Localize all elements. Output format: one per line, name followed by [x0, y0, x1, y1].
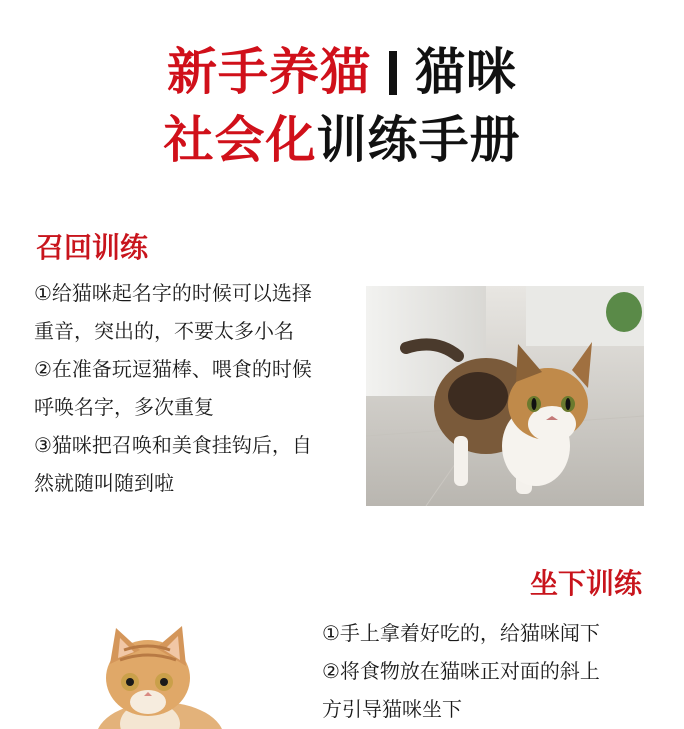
section-heading-sit: 坐下训练 [530, 567, 643, 600]
title-separator [389, 51, 397, 95]
title-red-part-2: 社会化 [163, 111, 317, 169]
sit-line-2: ②将食物放在猫咪正对面的斜上 [322, 659, 600, 683]
recall-line-6: 然就随叫随到啦 [34, 471, 174, 495]
title-black-part-1: 猫咪 [415, 43, 517, 101]
title-black-part-2: 训练手册 [316, 111, 521, 169]
recall-line-1: ①给猫咪起名字的时候可以选择 [34, 281, 312, 305]
kitten-photo [90, 620, 230, 729]
recall-line-5: ③猫咪把召唤和美食挂钩后，自 [34, 433, 312, 457]
title-line-1 [0, 42, 684, 102]
title-red-part-1: 新手养猫 [167, 43, 371, 101]
cat-photo-standing [366, 286, 644, 506]
recall-line-2: 重音，突出的，不要太多小名 [34, 319, 294, 343]
section-body-sit [322, 614, 662, 728]
title-line-2 [0, 110, 684, 170]
section-body-recall [34, 274, 364, 502]
recall-line-4: 呼唤名字，多次重复 [34, 395, 214, 419]
sit-line-1: ①手上拿着好吃的，给猫咪闻下 [322, 621, 600, 645]
sit-line-3: 方引导猫咪坐下 [322, 697, 462, 721]
section-heading-recall: 召回训练 [36, 231, 149, 264]
recall-line-3: ②在准备玩逗猫棒、喂食的时候 [34, 357, 312, 381]
